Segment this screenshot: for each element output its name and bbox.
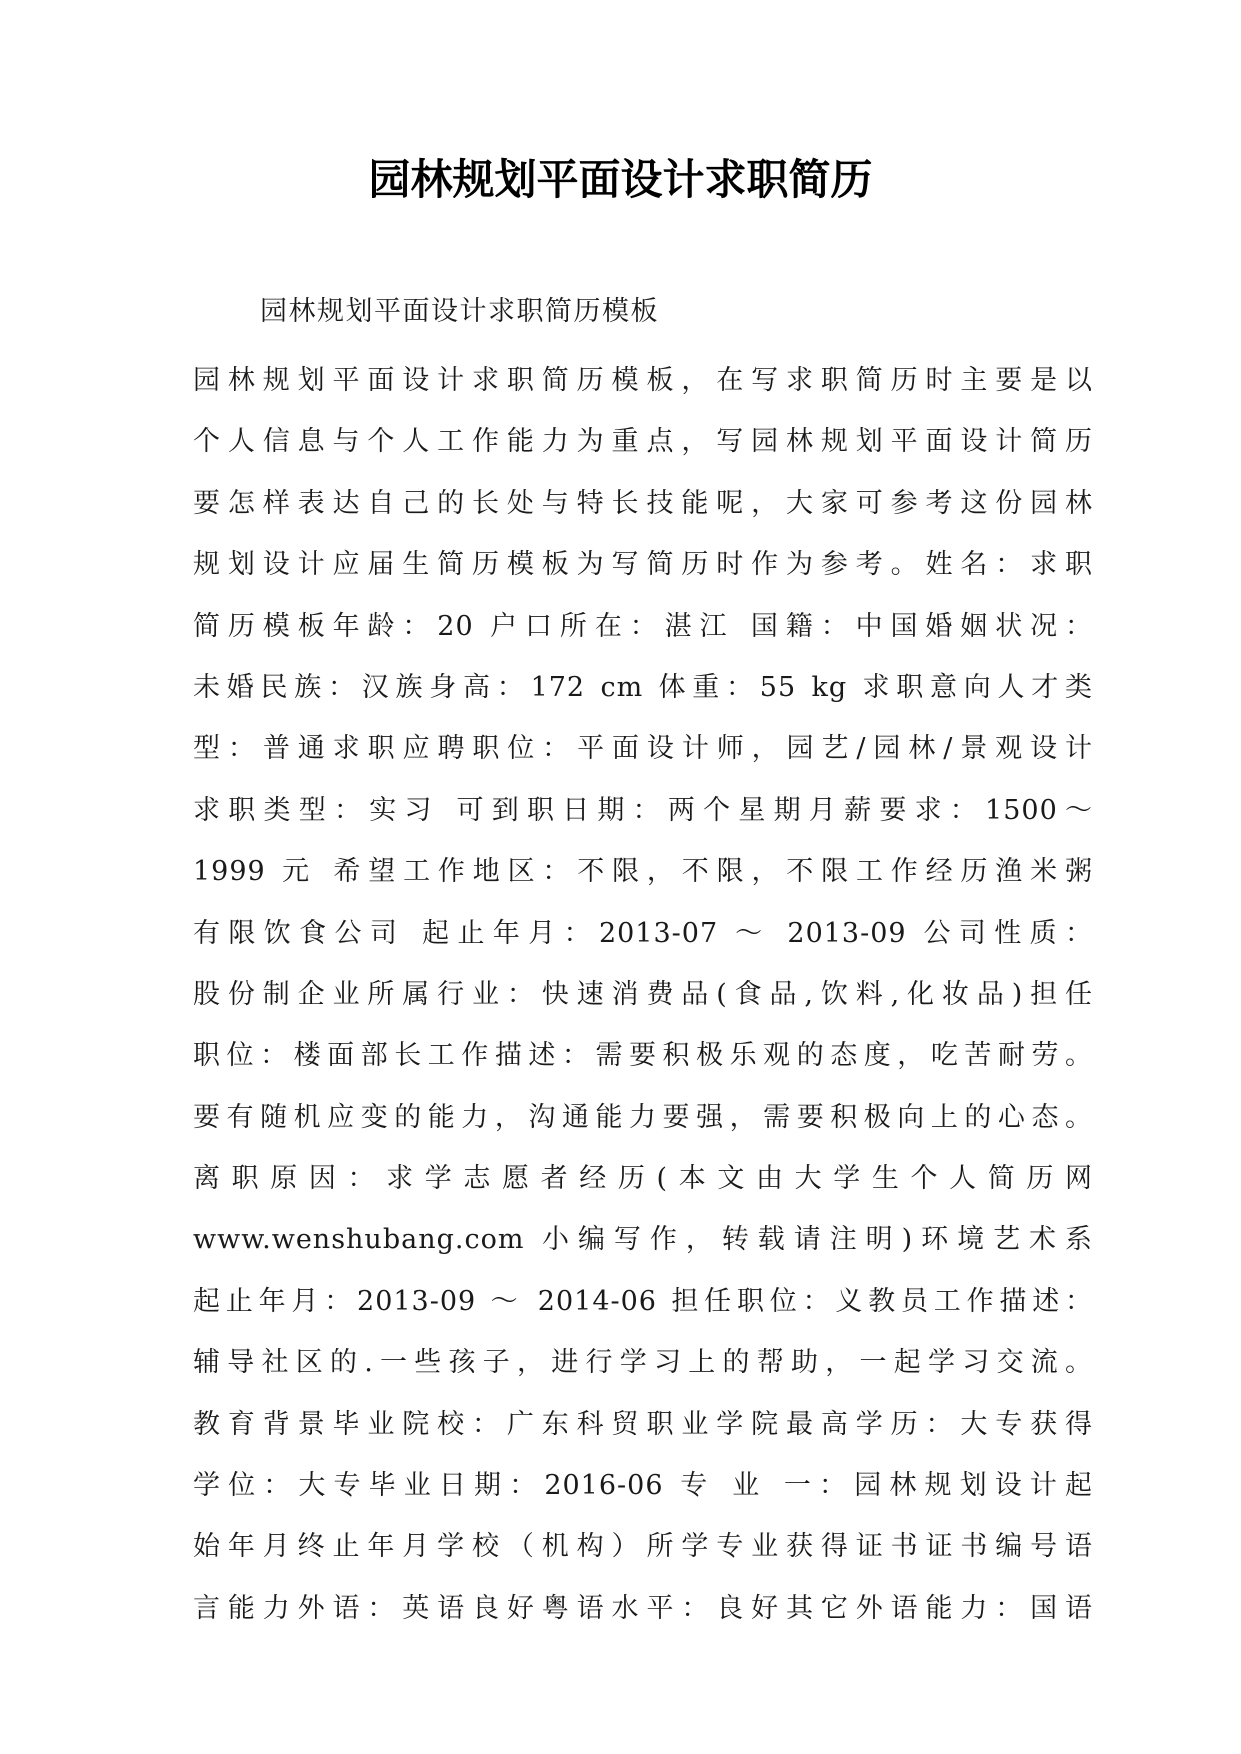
body-line: 求职类型：实习 可到职日期：两个星期月薪要求：1500～ <box>193 794 1093 826</box>
body-line: 始年月终止年月学校（机构）所学专业获得证书证书编号语 <box>193 1531 1093 1563</box>
body-line: 型：普通求职应聘职位：平面设计师，园艺/园林/景观设计 <box>193 733 1093 765</box>
body-line: www.wenshubang.com 小编写作，转载请注明)环境艺术系 <box>193 1224 1093 1256</box>
body-line: 园林规划平面设计求职简历模板，在写求职简历时主要是以 <box>193 365 1093 396</box>
body-line: 言能力外语：英语良好粤语水平：良好其它外语能力：国语 <box>193 1592 1093 1624</box>
body-line: 个人信息与个人工作能力为重点，写园林规划平面设计简历 <box>193 426 1093 458</box>
document-title: 园林规划平面设计求职简历 <box>368 155 873 204</box>
body-line: 要有随机应变的能力，沟通能力要强，需要积极向上的心态。 <box>193 1101 1093 1133</box>
body-line: 教育背景毕业院校：广东科贸职业学院最高学历：大专获得 <box>193 1408 1093 1440</box>
body-line: 要怎样表达自己的长处与特长技能呢，大家可参考这份园林 <box>193 487 1093 519</box>
body-line: 离职原因：求学志愿者经历(本文由大学生个人简历网 <box>193 1163 1093 1195</box>
document-body <box>193 350 1093 1639</box>
body-line: 1999 元 希望工作地区：不限，不限，不限工作经历渔米粥 <box>193 856 1093 888</box>
body-line: 辅导社区的.一些孩子，进行学习上的帮助，一起学习交流。 <box>193 1347 1093 1379</box>
body-line: 简历模板年龄：20 户口所在：湛江 国籍：中国婚姻状况： <box>193 610 1093 642</box>
body-line: 职位：楼面部长工作描述：需要积极乐观的态度，吃苦耐劳。 <box>193 1040 1093 1072</box>
body-line: 股份制企业所属行业：快速消费品(食品,饮料,化妆品)担任 <box>193 978 1093 1010</box>
document-subtitle: 园林规划平面设计求职简历模板 <box>260 296 659 327</box>
body-line: 学位：大专毕业日期：2016-06 专 业 一：园林规划设计起 <box>193 1470 1093 1502</box>
body-line: 未婚民族：汉族身高：172 cm 体重：55 kg 求职意向人才类 <box>193 671 1093 703</box>
body-line: 有限饮食公司 起止年月：2013-07 ～ 2013-09 公司性质： <box>193 917 1093 949</box>
body-line: 起止年月：2013-09 ～ 2014-06 担任职位：义教员工作描述： <box>193 1285 1093 1317</box>
body-line: 规划设计应届生简历模板为写简历时作为参考。姓名：求职 <box>193 549 1093 581</box>
